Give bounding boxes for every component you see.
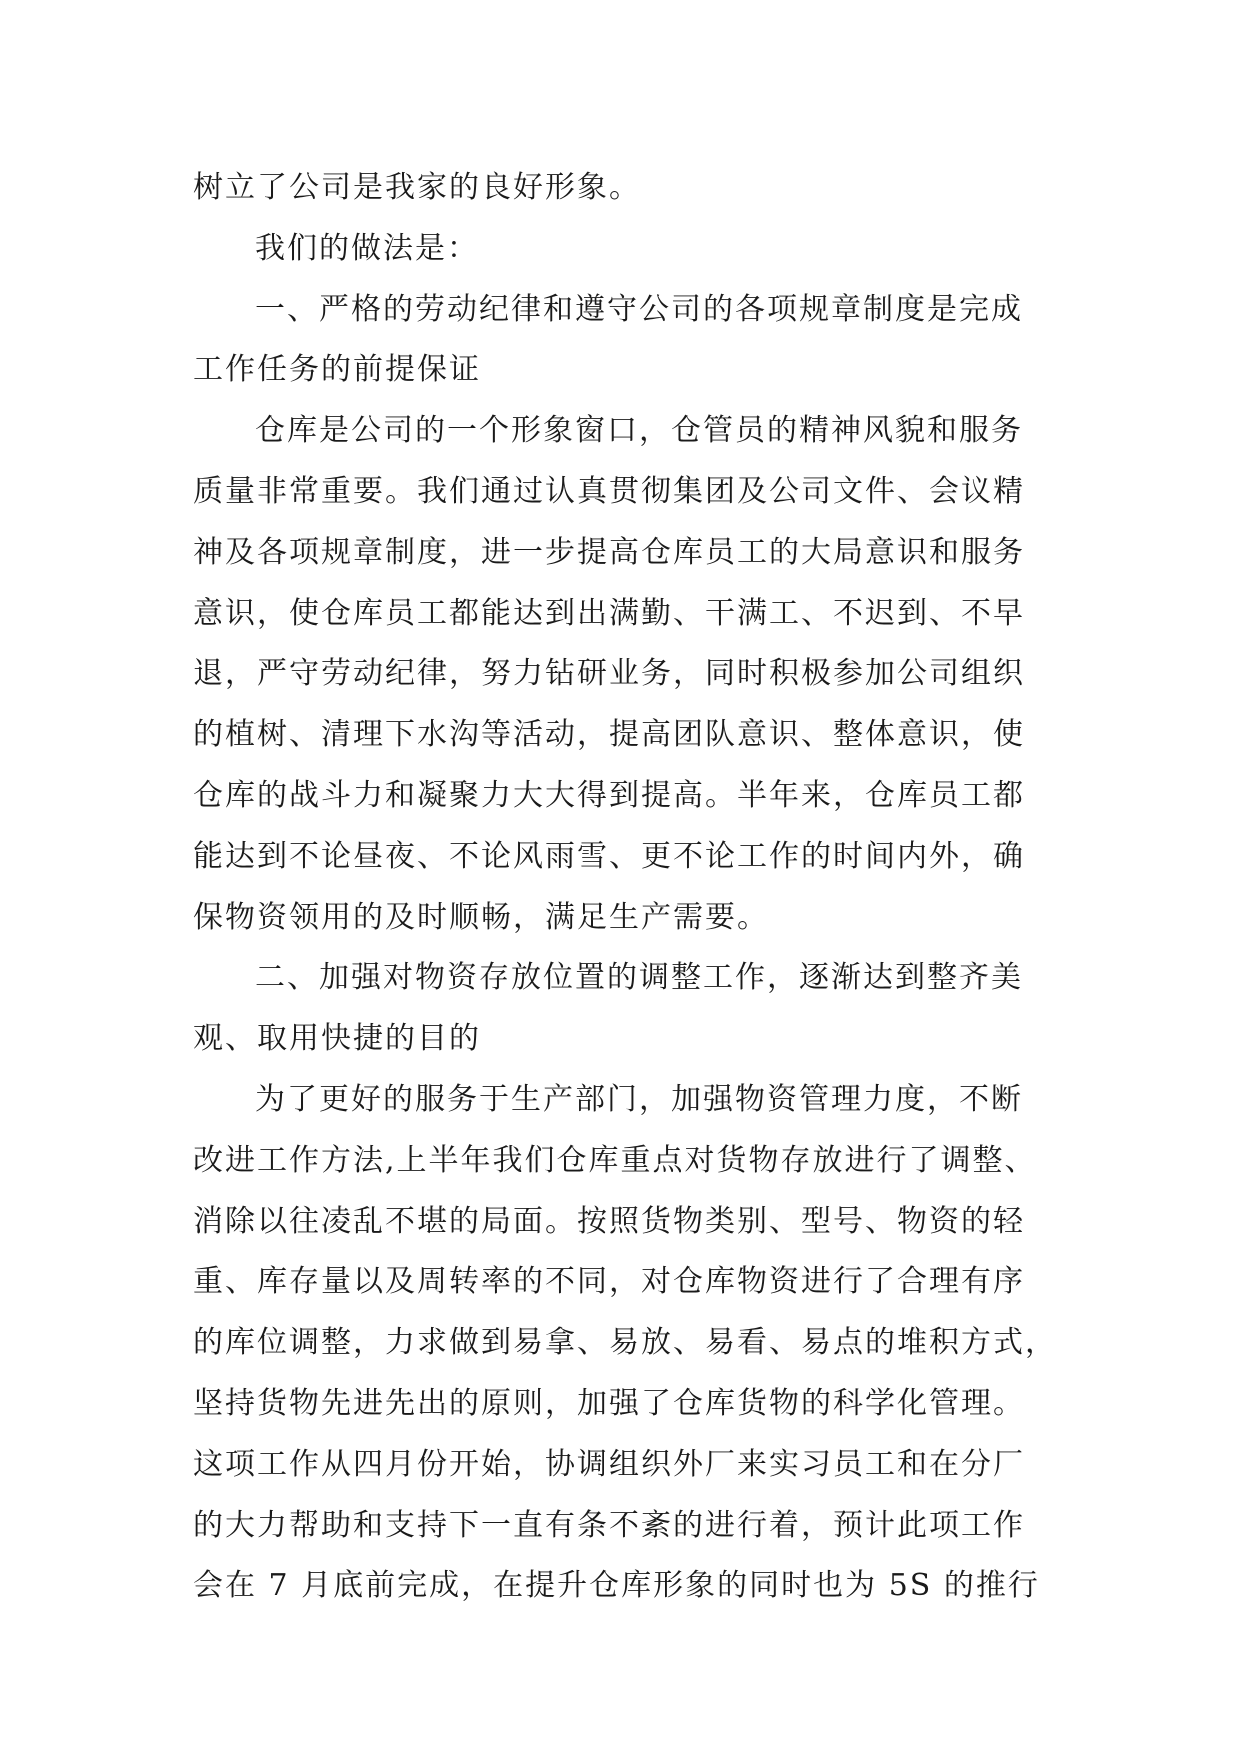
text-line: 为了更好的服务于生产部门，加强物资管理力度，不断 (255, 1081, 1023, 1117)
text-line: 树立了公司是我家的良好形象。 (193, 170, 641, 205)
text-line: 质量非常重要。我们通过认真贯彻集团及公司文件、会议精 (193, 473, 1025, 509)
text-line: 改进工作方法,上半年我们仓库重点对货物存放进行了调整、 (193, 1142, 1037, 1178)
text-line: 工作任务的前提保证 (193, 352, 481, 388)
text-line: 退，严守劳动纪律，努力钻研业务，同时积极参加公司组织 (193, 656, 1025, 692)
text-line: 二、加强对物资存放位置的调整工作，逐渐达到整齐美 (255, 960, 1023, 996)
text-line: 重、库存量以及周转率的不同，对仓库物资进行了合理有序 (193, 1264, 1025, 1300)
text-line: 能达到不论昼夜、不论风雨雪、更不论工作的时间内外，确 (193, 838, 1025, 874)
text-line: 坚持货物先进先出的原则，加强了仓库货物的科学化管理。 (193, 1385, 1025, 1421)
text-line: 神及各项规章制度，进一步提高仓库员工的大局意识和服务 (193, 534, 1025, 570)
text-line: 观、取用快捷的目的 (193, 1021, 481, 1057)
text-line: 我们的做法是： (255, 230, 479, 266)
document-body (193, 158, 1073, 1617)
text-line: 保物资领用的及时顺畅，满足生产需要。 (193, 899, 769, 935)
text-line: 消除以往凌乱不堪的局面。按照货物类别、型号、物资的轻 (193, 1203, 1025, 1239)
text-line: 意识，使仓库员工都能达到出满勤、干满工、不迟到、不早 (193, 595, 1025, 631)
text-line: 会在 7 月底前完成，在提升仓库形象的同时也为 5S 的推行 (193, 1568, 1040, 1604)
text-line: 仓库的战斗力和凝聚力大大得到提高。半年来，仓库员工都 (193, 777, 1025, 813)
text-line: 的大力帮助和支持下一直有条不紊的进行着，预计此项工作 (193, 1507, 1025, 1543)
text-line: 这项工作从四月份开始，协调组织外厂来实习员工和在分厂 (193, 1446, 1025, 1482)
text-line: 的植树、清理下水沟等活动，提高团队意识、整体意识，使 (193, 717, 1025, 753)
text-line: 一、严格的劳动纪律和遵守公司的各项规章制度是完成 (255, 291, 1023, 327)
text-line: 的库位调整，力求做到易拿、易放、易看、易点的堆积方式， (193, 1325, 1057, 1361)
text-line: 仓库是公司的一个形象窗口，仓管员的精神风貌和服务 (255, 413, 1023, 449)
